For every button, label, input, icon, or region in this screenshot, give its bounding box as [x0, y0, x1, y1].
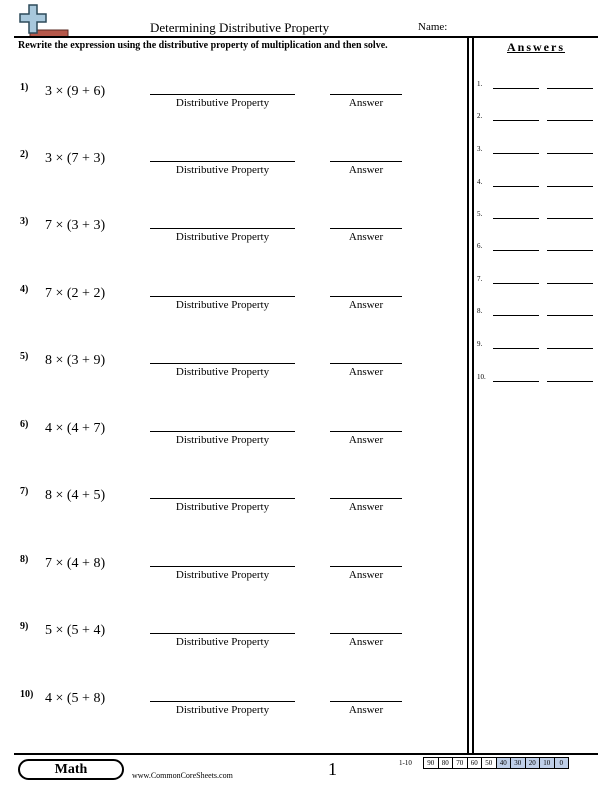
answer-key-line[interactable] — [493, 348, 539, 349]
answer-key-number: 6. — [477, 242, 483, 250]
answer-label: Answer — [348, 231, 384, 243]
distributive-answer-line[interactable] — [150, 498, 295, 499]
instructions: Rewrite the expression using the distributive property of multiplication and then solve. — [18, 40, 388, 51]
problem-item — [0, 284, 466, 324]
answer-key-line[interactable] — [493, 315, 539, 316]
answer-key-line[interactable] — [493, 153, 539, 154]
problem-expression: 3 × (9 + 6) — [45, 84, 106, 99]
answer-key-line[interactable] — [547, 348, 593, 349]
answer-key-row — [477, 178, 598, 192]
answer-key-number: 1. — [477, 80, 483, 88]
column-divider — [467, 36, 469, 753]
score-cell: 80 — [438, 757, 454, 769]
distributive-answer-line[interactable] — [150, 228, 295, 229]
answer-line[interactable] — [330, 498, 402, 499]
score-cell: 60 — [467, 757, 483, 769]
answer-key-number: 4. — [477, 178, 483, 186]
distributive-answer-line[interactable] — [150, 161, 295, 162]
answer-line[interactable] — [330, 566, 402, 567]
answer-key-line[interactable] — [493, 250, 539, 251]
problem-item — [0, 486, 466, 526]
answer-key-number: 10. — [477, 373, 486, 381]
distributive-property-label: Distributive Property — [175, 366, 270, 378]
score-cell: 70 — [452, 757, 468, 769]
answer-key-line[interactable] — [547, 218, 593, 219]
answer-key-row — [477, 210, 598, 224]
name-label: Name: — [418, 21, 448, 33]
distributive-answer-line[interactable] — [150, 701, 295, 702]
answer-key-row — [477, 373, 598, 387]
answer-key-number: 5. — [477, 210, 483, 218]
problem-expression: 4 × (4 + 7) — [45, 421, 106, 436]
answer-label: Answer — [348, 299, 384, 311]
answer-key-number: 8. — [477, 307, 483, 315]
answer-key-number: 3. — [477, 145, 483, 153]
answer-key-line[interactable] — [493, 381, 539, 382]
problem-expression: 7 × (2 + 2) — [45, 286, 106, 301]
answers-heading: Answers — [507, 40, 565, 54]
score-cell: 10 — [539, 757, 555, 769]
answer-key-line[interactable] — [547, 250, 593, 251]
problem-expression: 5 × (5 + 4) — [45, 623, 106, 638]
problem-item — [0, 689, 466, 729]
distributive-answer-line[interactable] — [150, 296, 295, 297]
distributive-answer-line[interactable] — [150, 363, 295, 364]
distributive-property-label: Distributive Property — [175, 501, 270, 513]
answer-line[interactable] — [330, 701, 402, 702]
problem-expression: 8 × (3 + 9) — [45, 353, 106, 368]
page-title: Determining Distributive Property — [150, 20, 330, 35]
answer-label: Answer — [348, 164, 384, 176]
answer-key-row — [477, 80, 598, 94]
distributive-answer-line[interactable] — [150, 633, 295, 634]
problem-item — [0, 351, 466, 391]
subject-badge: Math — [18, 759, 124, 780]
problem-item — [0, 554, 466, 594]
answer-key-line[interactable] — [547, 315, 593, 316]
answer-key-line[interactable] — [547, 88, 593, 89]
answer-label: Answer — [348, 704, 384, 716]
column-divider — [472, 36, 474, 753]
distributive-answer-line[interactable] — [150, 566, 295, 567]
problem-item — [0, 621, 466, 661]
answer-line[interactable] — [330, 431, 402, 432]
problem-expression: 8 × (4 + 5) — [45, 488, 106, 503]
distributive-property-label: Distributive Property — [175, 97, 270, 109]
problem-number: 4) — [20, 284, 29, 295]
answer-key-row — [477, 145, 598, 159]
problem-item — [0, 82, 466, 122]
answer-label: Answer — [348, 366, 384, 378]
answer-label: Answer — [348, 434, 384, 446]
answer-key-line[interactable] — [493, 218, 539, 219]
problem-number: 9) — [20, 621, 29, 632]
answer-key-line[interactable] — [493, 88, 539, 89]
answer-key-line[interactable] — [547, 381, 593, 382]
website-link[interactable]: www.CommonCoreSheets.com — [132, 771, 233, 780]
answer-key-number: 9. — [477, 340, 483, 348]
distributive-property-label: Distributive Property — [175, 434, 270, 446]
distributive-property-label: Distributive Property — [175, 231, 270, 243]
answer-key-number: 2. — [477, 112, 483, 120]
answer-key-number: 7. — [477, 275, 483, 283]
problem-number: 3) — [20, 216, 29, 227]
answer-label: Answer — [348, 569, 384, 581]
score-cell: 20 — [525, 757, 541, 769]
answer-line[interactable] — [330, 161, 402, 162]
score-cell: 0 — [554, 757, 570, 769]
answer-line[interactable] — [330, 228, 402, 229]
bottom-rule — [14, 753, 598, 755]
answer-line[interactable] — [330, 296, 402, 297]
distributive-answer-line[interactable] — [150, 94, 295, 95]
problem-expression: 4 × (5 + 8) — [45, 691, 106, 706]
answer-key-row — [477, 275, 598, 289]
score-cell: 50 — [481, 757, 497, 769]
problem-expression: 7 × (4 + 8) — [45, 556, 106, 571]
answer-key-row — [477, 340, 598, 354]
problem-number: 10) — [20, 689, 34, 700]
problem-expression: 3 × (7 + 3) — [45, 151, 106, 166]
distributive-property-label: Distributive Property — [175, 636, 270, 648]
distributive-property-label: Distributive Property — [175, 299, 270, 311]
distributive-property-label: Distributive Property — [175, 569, 270, 581]
answer-key-line[interactable] — [547, 283, 593, 284]
answer-key-line[interactable] — [547, 153, 593, 154]
problem-number: 5) — [20, 351, 29, 362]
score-label: 1-10 — [399, 759, 412, 767]
answer-line[interactable] — [330, 633, 402, 634]
problem-item — [0, 216, 466, 256]
page-number: 1 — [328, 759, 337, 779]
answer-line[interactable] — [330, 94, 402, 95]
distributive-property-label: Distributive Property — [175, 704, 270, 716]
answer-key-line[interactable] — [493, 120, 539, 121]
answer-key-line[interactable] — [547, 186, 593, 187]
answer-label: Answer — [348, 97, 384, 109]
problem-item — [0, 419, 466, 459]
answer-key-line[interactable] — [493, 186, 539, 187]
answer-key-line[interactable] — [493, 283, 539, 284]
answer-label: Answer — [348, 636, 384, 648]
distributive-answer-line[interactable] — [150, 431, 295, 432]
score-cell: 40 — [496, 757, 512, 769]
answer-key-row — [477, 307, 598, 321]
distributive-property-label: Distributive Property — [175, 164, 270, 176]
answer-key-row — [477, 242, 598, 256]
answer-key-line[interactable] — [547, 120, 593, 121]
answer-label: Answer — [348, 501, 384, 513]
problem-expression: 7 × (3 + 3) — [45, 218, 106, 233]
score-table — [424, 757, 569, 769]
answer-line[interactable] — [330, 363, 402, 364]
problem-number: 8) — [20, 554, 29, 565]
score-cell: 90 — [423, 757, 439, 769]
problem-number: 6) — [20, 419, 29, 430]
problem-number: 2) — [20, 149, 29, 160]
answer-key-row — [477, 112, 598, 126]
problem-item — [0, 149, 466, 189]
problem-number: 1) — [20, 82, 29, 93]
score-cell: 30 — [510, 757, 526, 769]
problem-number: 7) — [20, 486, 29, 497]
